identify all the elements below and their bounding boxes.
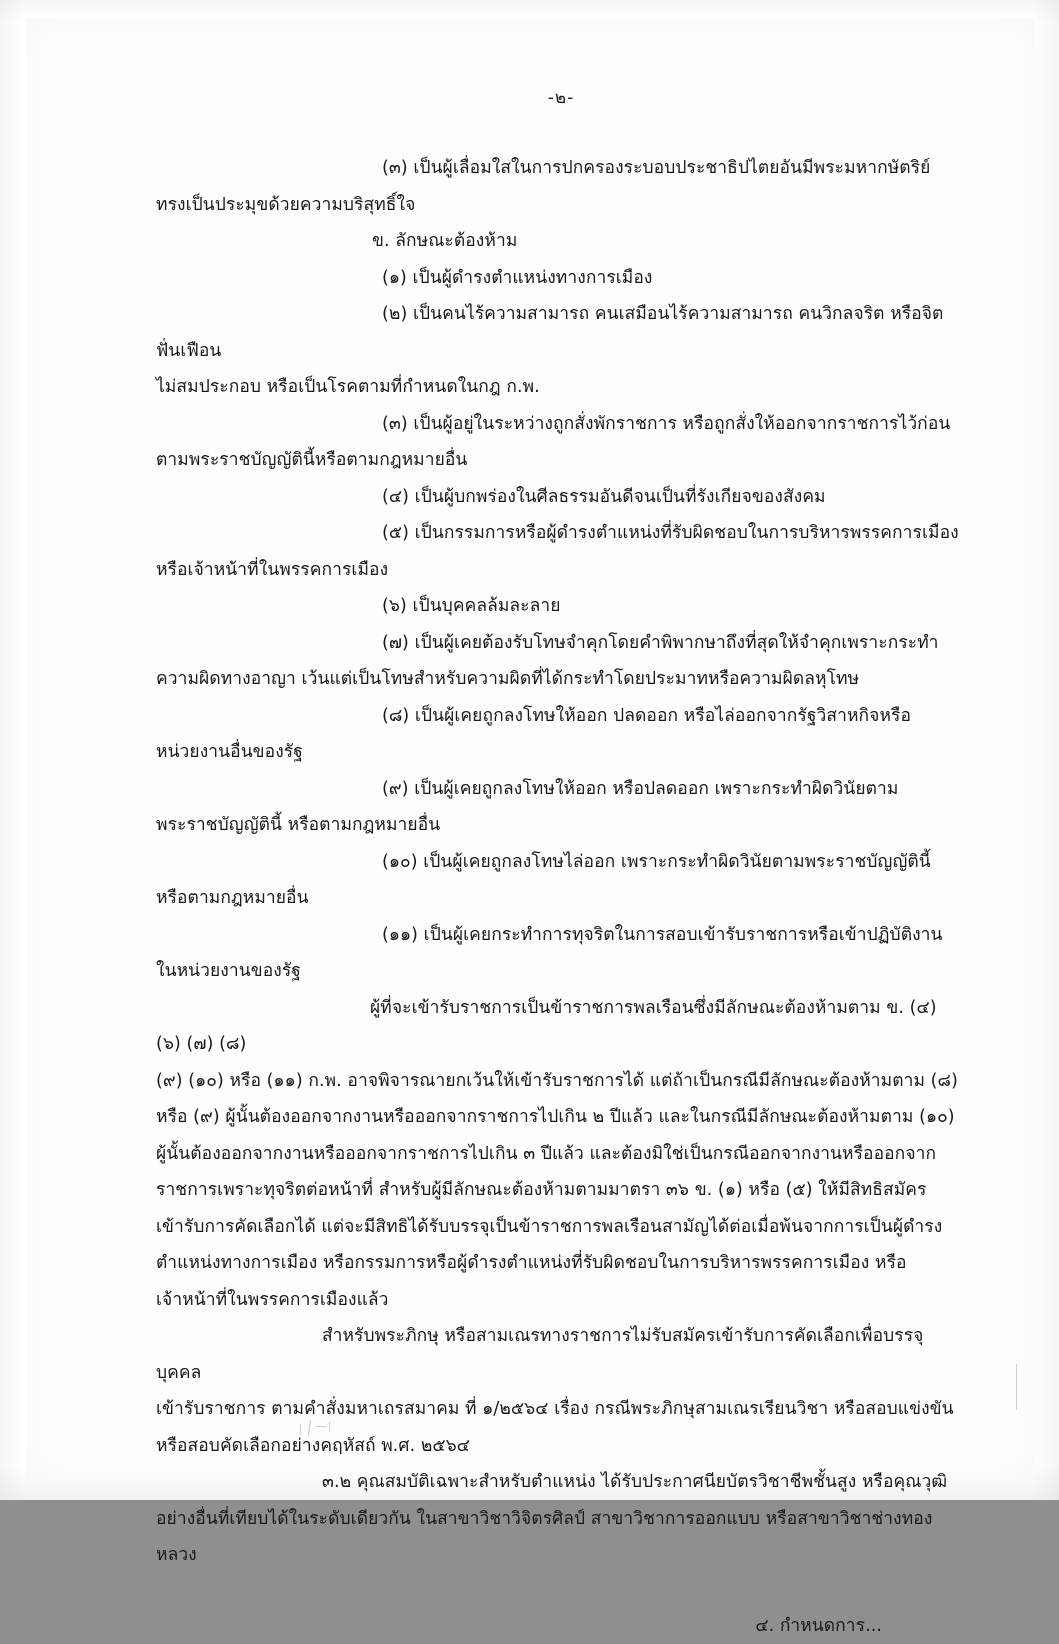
- document-body: [156, 88, 966, 1644]
- paragraph-line: (๕) เป็นกรรมการหรือผู้ดำรงตำแหน่งที่รับผิดชอบในการบริหารพรรคการเมือง: [156, 515, 966, 552]
- paragraph-line: (๑๑) เป็นผู้เคยกระทำการทุจริตในการสอบเข้ารับราชการหรือเข้าปฏิบัติงาน: [156, 917, 966, 954]
- paragraph-line: ในหน่วยงานของรัฐ: [156, 953, 966, 990]
- paragraph-line: (๙) เป็นผู้เคยถูกลงโทษให้ออก หรือปลดออก เพราะกระทำผิดวินัยตาม: [156, 771, 966, 808]
- paragraph-line: หรือตามกฎหมายอื่น: [156, 880, 966, 917]
- paragraph-line: หรือ (๙) ผู้นั้นต้องออกจากงานหรือออกจากราชการไปเกิน ๒ ปีแล้ว และในกรณีมีลักษณะต้องห้ามตาม (๑๐): [156, 1099, 966, 1136]
- paragraph-line: พระราชบัญญัตินี้ หรือตามกฎหมายอื่น: [156, 807, 966, 844]
- artifact-stroke: [308, 1420, 311, 1436]
- continuation-note: ๔. กำหนดการ...: [156, 1608, 966, 1644]
- paragraph-line: หน่วยงานอื่นของรัฐ: [156, 734, 966, 771]
- paragraph-line: (๘) เป็นผู้เคยถูกลงโทษให้ออก ปลดออก หรือไล่ออกจากรัฐวิสาหกิจหรือ: [156, 698, 966, 735]
- paragraph-line: (๒) เป็นคนไร้ความสามารถ คนเสมือนไร้ความสามารถ คนวิกลจริต หรือจิตฟั่นเฟือน: [156, 296, 966, 369]
- paragraph-line: (๓) เป็นผู้เลื่อมใสในการปกครองระบอบประชาธิปไตยอันมีพระมหากษัตริย์: [156, 150, 966, 187]
- paragraph-line: ผู้นั้นต้องออกจากงานหรือออกจากราชการไปเกิน ๓ ปีแล้ว และต้องมิใช่เป็นกรณีออกจากงานหรือออกจาก: [156, 1136, 966, 1173]
- paragraph-line: ผู้ที่จะเข้ารับราชการเป็นข้าราชการพลเรือนซึ่งมีลักษณะต้องห้ามตาม ข. (๔) (๖) (๗) (๘): [156, 990, 966, 1063]
- paragraph-line: หรือสอบคัดเลือกอย่างคฤหัสถ์ พ.ศ. ๒๕๖๔: [156, 1428, 966, 1465]
- section-heading-prohibited-characteristics: ข. ลักษณะต้องห้าม: [156, 223, 966, 260]
- paragraph-line: (๖) เป็นบุคคลล้มละลาย: [156, 588, 966, 625]
- artifact-stroke: [316, 1426, 326, 1427]
- paragraph-line: อย่างอื่นที่เทียบได้ในระดับเดียวกัน ในสาขาวิชาวิจิตรศิลป์ สาขาวิชาการออกแบบ หรือสาขาวิชาช่างทองหลวง: [156, 1501, 966, 1574]
- paragraph-line: ไม่สมประกอบ หรือเป็นโรคตามที่กำหนดในกฎ ก.พ.: [156, 369, 966, 406]
- paragraph-line: ตามพระราชบัญญัตินี้หรือตามกฎหมายอื่น: [156, 442, 966, 479]
- paragraph-line: เข้ารับการคัดเลือกได้ แต่จะมีสิทธิได้รับบรรจุเป็นข้าราชการพลเรือนสามัญได้ต่อเมื่อพ้นจากการเป็นผู้ดำรง: [156, 1209, 966, 1246]
- paragraph-line: หรือเจ้าหน้าที่ในพรรคการเมือง: [156, 552, 966, 589]
- page-edge-mark: [1016, 1364, 1017, 1410]
- paragraph-line: สำหรับพระภิกษุ หรือสามเณรทางราชการไม่รับสมัครเข้ารับการคัดเลือกเพื่อบรรจุบุคคล: [156, 1318, 966, 1391]
- paragraph-line: เข้ารับราชการ ตามคำสั่งมหาเถรสมาคม ที่ ๑/๒๕๖๔ เรื่อง กรณีพระภิกษุสามเณรเรียนวิชา หรือสอบแข่งขัน: [156, 1391, 966, 1428]
- paragraph-line: (๗) เป็นผู้เคยต้องรับโทษจำคุกโดยคำพิพากษาถึงที่สุดให้จำคุกเพราะกระทำ: [156, 625, 966, 662]
- artifact-stroke: [300, 1424, 301, 1435]
- paragraph-line: (๓) เป็นผู้อยู่ในระหว่างถูกสั่งพักราชการ หรือถูกสั่งให้ออกจากราชการไว้ก่อน: [156, 406, 966, 443]
- paragraph-line: (๔) เป็นผู้บกพร่องในศีลธรรมอันดีจนเป็นที่รังเกียจของสังคม: [156, 479, 966, 516]
- paragraph-line: ราชการเพราะทุจริตต่อหน้าที่ สำหรับผู้มีลักษณะต้องห้ามตามมาตรา ๓๖ ข. (๑) หรือ (๕) ให้มีสิทธิสมัคร: [156, 1172, 966, 1209]
- paragraph-line: (๑) เป็นผู้ดำรงตำแหน่งทางการเมือง: [156, 260, 966, 297]
- page-number: -๒-: [156, 88, 966, 108]
- paragraph-line: ตำแหน่งทางการเมือง หรือกรรมการหรือผู้ดำรงตำแหน่งที่รับผิดชอบในการบริหารพรรคการเมือง หรือ: [156, 1245, 966, 1282]
- paper-sheet: [26, 18, 1035, 1480]
- paragraph-line: (๙) (๑๐) หรือ (๑๑) ก.พ. อาจพิจารณายกเว้นให้เข้ารับราชการได้ แต่ถ้าเป็นกรณีมีลักษณะต้องห้ามตาม (๘): [156, 1063, 966, 1100]
- paragraph-line: ความผิดทางอาญา เว้นแต่เป็นโทษสำหรับความผิดที่ได้กระทำโดยประมาทหรือความผิดลหุโทษ: [156, 661, 966, 698]
- paragraph-line: ๓.๒ คุณสมบัติเฉพาะสำหรับตำแหน่ง ได้รับประกาศนียบัตรวิชาชีพชั้นสูง หรือคุณวุฒิ: [156, 1464, 966, 1501]
- scan-artifact-mark: [296, 1420, 338, 1442]
- paragraph-line: (๑๐) เป็นผู้เคยถูกลงโทษไล่ออก เพราะกระทำผิดวินัยตามพระราชบัญญัตินี้: [156, 844, 966, 881]
- artifact-stroke: [329, 1422, 330, 1431]
- paragraph-line: ทรงเป็นประมุขด้วยความบริสุทธิ์ใจ: [156, 187, 966, 224]
- paragraph-line: เจ้าหน้าที่ในพรรคการเมืองแล้ว: [156, 1282, 966, 1319]
